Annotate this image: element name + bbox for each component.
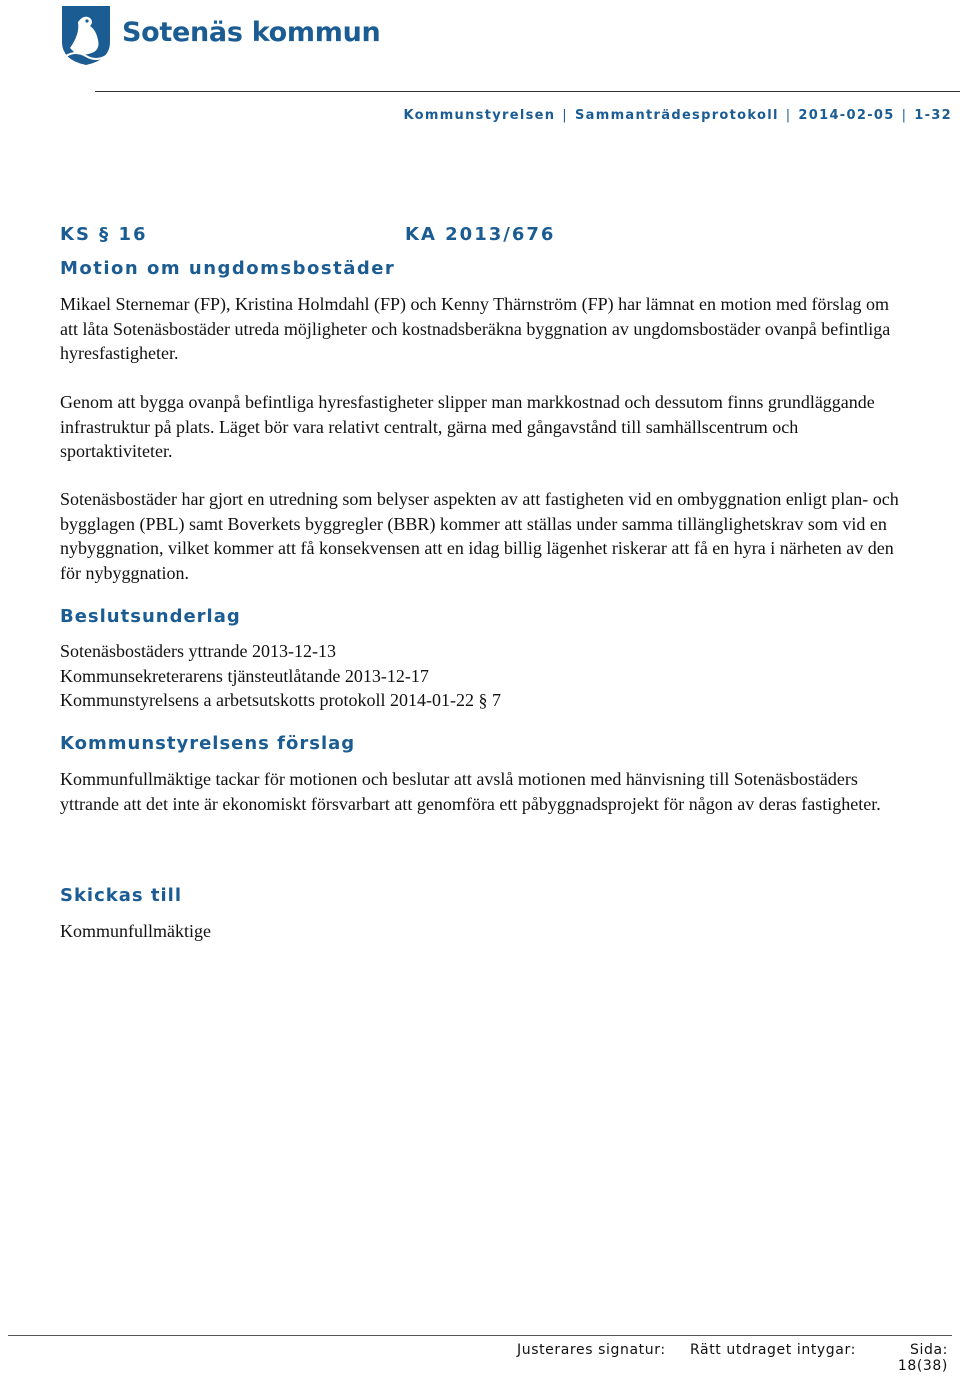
page-title: Motion om ungdomsbostäder	[60, 258, 396, 279]
case-number: KA 2013/676	[405, 224, 556, 245]
forslag-heading: Kommunstyrelsens förslag	[60, 733, 356, 754]
skickas-recipient: Kommunfullmäktige	[60, 921, 211, 941]
list-item: Kommunsekreterarens tjänsteutlåtande 2013-12-17	[60, 665, 429, 686]
header-separator: |	[901, 108, 908, 123]
header-body: Kommunstyrelsen	[403, 108, 556, 123]
header-separator: |	[562, 108, 568, 123]
body-paragraph-3: Sotenäsbostäder har gjort en utredning som belyser aspekten av att fastigheten vid en ombyggnation enligt plan- och bygglagen (PBL) samt Boverkets byggregler (BBR) kommer att ställas under samma tillänglighetskrav som vid en nybyggnation, vilket kommer att få konsekvensen att en idag billig lägenhet riskerar att få en hyra i närheten av den för nybyggnation.	[60, 489, 899, 583]
justerares-signatur-label: Justerares signatur:	[517, 1342, 666, 1358]
logo-wordmark: Sotenäs kommun	[122, 16, 381, 48]
footer-divider	[8, 1335, 952, 1336]
coat-of-arms-icon	[60, 4, 112, 66]
beslutsunderlag-heading: Beslutsunderlag	[60, 606, 241, 627]
section-number: KS § 16	[60, 224, 148, 245]
header-divider	[95, 91, 960, 92]
header-pages: 1-32	[914, 108, 952, 123]
beslutsunderlag-list	[60, 639, 501, 713]
list-item: Sotenäsbostäders yttrande 2013-12-13	[60, 641, 336, 661]
document-header	[403, 108, 952, 123]
page-label: Sida:	[910, 1342, 948, 1358]
body-paragraph-1: Mikael Sternemar (FP), Kristina Holmdahl (FP) och Kenny Thärnström (FP) har lämnat en motion med förslag om att låta Sotenäsbostäder utreda möjligheter och kostnadsberäkna byggnation av ungdomsbostäder ovanpå befintliga hyresfastigheter.	[60, 294, 891, 363]
ratt-utdraget-label: Rätt utdraget intygar:	[690, 1342, 856, 1358]
body-paragraph-2: Genom att bygga ovanpå befintliga hyresfastigheter slipper man markkostnad och dessutom finns grundläggande infrastruktur på plats. Läget bör vara relativt centralt, gärna med gångavstånd till samhällscentrum och sportaktiviteter.	[60, 392, 875, 461]
municipality-logo	[60, 4, 380, 66]
skickas-heading: Skickas till	[60, 885, 182, 906]
header-separator: |	[785, 108, 792, 123]
list-item: Kommunstyrelsens a arbetsutskotts protokoll 2014-01-22 § 7	[60, 690, 501, 710]
forslag-text: Kommunfullmäktige tackar för motionen och beslutar att avslå motionen med hänvisning till Sotenäsbostäders yttrande att det inte är ekonomiskt försvarbart att genomföra ett påbyggnadsprojekt för någon av deras fastigheter.	[60, 769, 881, 814]
header-date: 2014-02-05	[798, 108, 895, 123]
header-document-type: Sammanträdesprotokoll	[574, 108, 779, 123]
page-number: 18(38)	[897, 1358, 948, 1374]
